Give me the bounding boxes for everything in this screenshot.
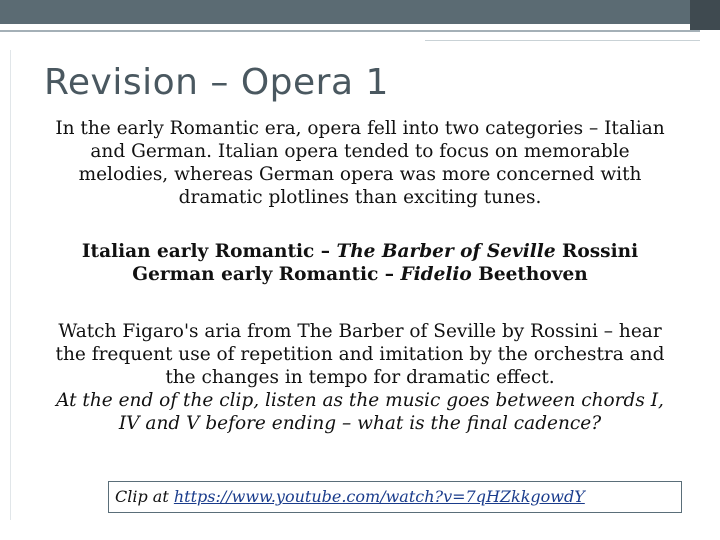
left-rule (10, 50, 11, 520)
task-paragraph (20, 320, 700, 435)
task-line: Watch Figaro's aria from The Barber of Seville by Rossini – hear (58, 321, 662, 342)
examples-block (20, 240, 700, 286)
top-bar-corner (690, 0, 720, 30)
intro-paragraph (20, 117, 700, 209)
italian-work: The Barber of Seville (336, 241, 556, 262)
italian-composer: Rossini (555, 241, 639, 262)
intro-line: melodies, whereas German opera was more concerned with (78, 164, 642, 185)
german-composer: Beethoven (471, 264, 588, 285)
accent-line (0, 30, 700, 32)
italian-example (20, 240, 700, 263)
german-work: Fidelio (400, 264, 472, 285)
clip-text (115, 487, 585, 506)
intro-line: dramatic plotlines than exciting tunes. (178, 187, 542, 208)
top-bar (0, 0, 720, 24)
task-line: the changes in tempo for dramatic effect. (165, 367, 555, 388)
italian-prefix: Italian early Romantic – (81, 241, 337, 262)
intro-line: In the early Romantic era, opera fell into two categories – Italian (55, 118, 665, 139)
german-example (20, 263, 700, 286)
german-prefix: German early Romantic – (132, 264, 401, 285)
slide-title: Revision – Opera 1 (44, 62, 389, 103)
intro-line: and German. Italian opera tended to focus on memorable (90, 141, 630, 162)
clip-link[interactable]: https://www.youtube.com/watch?v=7qHZkkgowdY (173, 487, 585, 506)
task-line: the frequent use of repetition and imitation by the orchestra and (55, 344, 665, 365)
question-line: At the end of the clip, listen as the music goes between chords I, (56, 390, 664, 411)
clip-box (108, 481, 682, 513)
accent-line-secondary (425, 40, 700, 41)
question-line: IV and V before ending – what is the final cadence? (118, 413, 602, 434)
clip-label: Clip at (115, 487, 174, 506)
